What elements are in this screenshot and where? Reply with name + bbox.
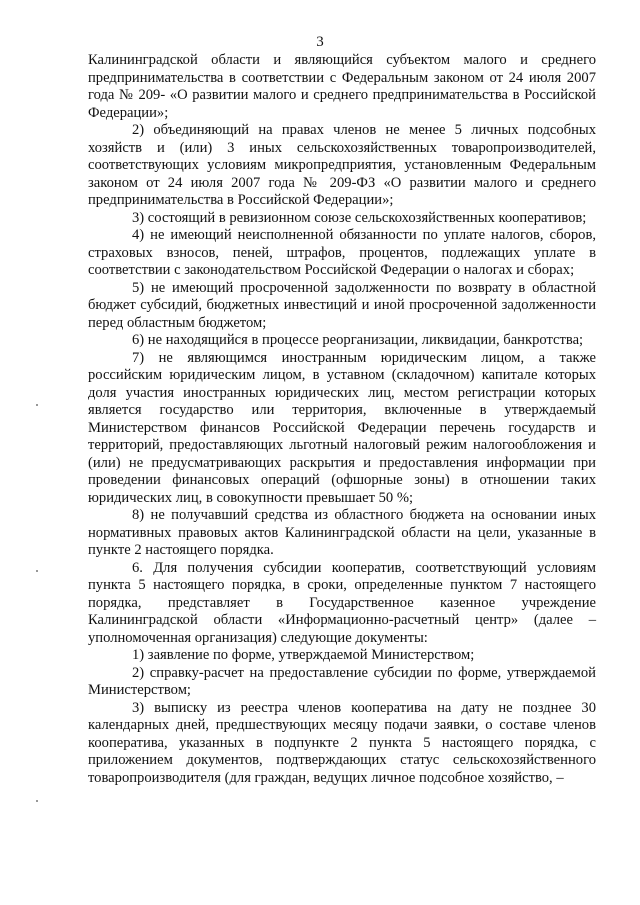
- paragraph-doc-3: 3) выписку из реестра членов кооператива на дату не позднее 30 календарных дней, предшествующих месяцу подачи заявки, о составе членов кооператива, указанных в подпункте 2 пункта 5 настоящего порядка, с приложением документов, подтверждающих статус сельскохозяйственного товаропроизводителя (для граждан, ведущих личное подсобное хозяйство, –: [88, 699, 596, 786]
- paragraph-doc-1: 1) заявление по форме, утверждаемой Министерством;: [132, 647, 475, 663]
- paragraph-item-3: 3) состоящий в ревизионном союзе сельскохозяйственных кооперативов;: [132, 209, 587, 226]
- paragraph-doc-2: 2) справку-расчет на предоставление субсидии по форме, утверждаемой Министерством;: [88, 664, 596, 698]
- document-body: [88, 52, 596, 787]
- page-number: 3: [316, 34, 324, 50]
- paragraph-item-2: 2) объединяющий на правах членов не менее 5 личных подсобных хозяйств и (или) 3 иных сельскохозяйственных товаропроизводителей, соответствующих условиям микропредприятия, установленным Федеральным законом от 24 июля 2007 года № 209-ФЗ «О развитии малого и среднего предпринимательства в Российской Федерации»;: [88, 122, 596, 208]
- paragraph-section-6: 6. Для получения субсидии кооператив, соответствующий условиям пункта 5 настоящего порядка, в сроки, определенные пунктом 7 настоящего порядка, представляет в Государственное казенное учреждение Калининградской области «Информационно-расчетный центр» (далее – уполномоченная организация) следующие документы:: [88, 559, 596, 646]
- scan-speck: [36, 570, 38, 572]
- paragraph-item-5: 5) не имеющий просроченной задолженности по возврату в областной бюджет субсидий, бюджетных инвестиций и иной просроченной задолженности перед областным бюджетом;: [88, 279, 596, 331]
- paragraph-item-4: 4) не имеющий неисполненной обязанности по уплате налогов, сборов, страховых взносов, пеней, штрафов, процентов, подлежащих уплате в соответствии с законодательством Российской Федерации о налогах и сборах;: [88, 227, 596, 278]
- paragraph-item-7: 7) не являющимся иностранным юридическим лицом, а также российским юридическим лицом, в уставном (складочном) капитале которых доля участия иностранных юридических лиц, местом регистрации которых является государство или территория, включенные в утверждаемый Министерством финансов Российской Федерации перечень государств и территорий, предоставляющих льготный налоговый режим налогообложения и (или) не предусматривающих раскрытия и предоставления информации при проведении финансовых операций (офшорные зоны) в отношении таких юридических лиц, в совокупности превышает 50 %;: [88, 349, 596, 506]
- scan-speck: [36, 800, 38, 802]
- paragraph-item-6: 6) не находящийся в процессе реорганизации, ликвидации, банкротства;: [132, 332, 584, 348]
- paragraph-item-8: 8) не получавший средства из областного бюджета на основании иных нормативных правовых актов Калининградской области на цели, указанные в пункте 2 настоящего порядка.: [88, 507, 596, 558]
- paragraph-continuation: Калининградской области и являющийся субъектом малого и среднего предпринимательства в соответствии с Федеральным законом от 24 июля 2007 года № 209- «О развитии малого и среднего предпринимательства в Российской Федерации»;: [88, 52, 596, 121]
- scan-speck: [36, 404, 38, 406]
